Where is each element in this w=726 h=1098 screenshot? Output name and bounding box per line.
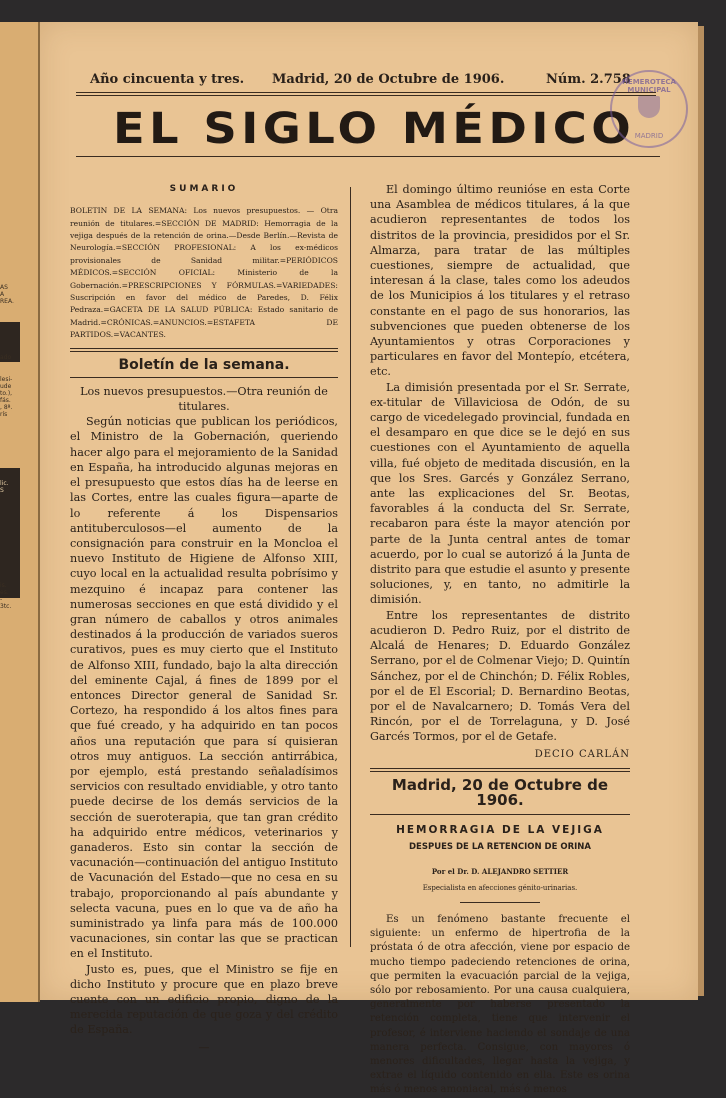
section-rule	[370, 814, 630, 815]
page-edge	[698, 26, 704, 996]
sumario-text: BOLETIN DE LA SEMANA: Los nuevos presupuestos. — Otra reunión de titulares.=SECCIÓN DE MADRID: Hemorragia de la vejiga después de la retención de orina.—Desde Berlín.—Revista de Neurología.=SECCIÓN PROFESIONAL: A los ex-médicos provisionales de Sanidad militar.=PERIÓDICOS MÉDICOS.=SECCIÓN OFICIAL: Ministerio de la Gobernación.=PRESCRIPCIONES Y FÓRMULAS.=VARIEDADES: Suscripción en favor del médico de Paredes, D. Félix Pedraza.=GACETA DE LA SALUD PÚBLICA: Estado sanitario de Madrid.=CRÓNICAS.=ANUNCIOS.=ESTAFETA DE PARTIDOS.=VACANTES.	[70, 206, 338, 340]
stamp-text: MADRID	[634, 132, 664, 140]
section-rule	[70, 348, 338, 352]
end-mark: —	[198, 1040, 210, 1054]
masthead-title: EL SIGLO MÉDICO	[112, 104, 636, 154]
author-signature: DECIO CARLÁN	[534, 748, 630, 760]
issue-number: Núm. 2.758	[546, 72, 631, 87]
adjacent-page-edge	[0, 22, 40, 1002]
newspaper-page	[40, 22, 698, 1096]
left-page-fragment: ado	[0, 354, 12, 361]
author-specialty: Especialista en afecciones génito-urinarias.	[422, 883, 578, 892]
sumario-title: SUMARIO	[169, 184, 239, 194]
madrid-heading: Madrid, 20 de Octubre de 1906.	[391, 775, 609, 809]
left-column	[70, 182, 338, 1055]
year-label: Año cincuenta y tres.	[90, 72, 245, 87]
boletin-subtitle: Los nuevos presupuestos.—Otra reunión de titulares.	[80, 384, 328, 414]
header-rule	[76, 92, 656, 93]
boletin-heading: Boletín de la semana.	[118, 356, 290, 373]
article-title: HEMORRAGIA DE LA VEJIGA	[396, 824, 604, 837]
boletin-paragraph: Justo es, pues, que el Ministro se fije en dicho Instituto y procure que en plazo breve cuente con un edificio propio, digno de la merecida reputación de que goza y del crédito de España.	[70, 962, 338, 1037]
article-paragraph: Es un fenómeno bastante frecuente el siguiente: un enfermo de hipertrofia de la próstata ó de otra afección, viene por espacio de mucho tiempo padeciendo retenciones de orina, que permiten la evacuación parcial de la vejiga, sólo por rebosamiento. Por una causa cualquiera, generalmente por haberse presentado la retención completa, tiene que intervenir el profesor, é interviene haciendo el sondaje de una manera perfecta. Consigue, con mayores ó menores dificultades, llegar hasta la vejiga, y extrae el líquido contenido en ella. Este es orina más ó menos amoniacal, más ó menos	[370, 913, 630, 1096]
stamp-text: HEMEROTECA MUNICIPAL	[622, 78, 676, 94]
header-rule	[76, 95, 656, 96]
section-rule	[70, 377, 338, 378]
masthead-rule	[76, 156, 660, 157]
library-stamp	[610, 70, 688, 148]
right-column	[370, 182, 630, 1098]
article-subtitle: DESPUES DE LA RETENCION DE ORINA	[409, 842, 591, 853]
left-page-fragment: AS A REA.	[0, 284, 14, 305]
assembly-paragraph: Entre los representantes de distrito acudieron D. Pedro Ruiz, por el distrito de Alcalá de Henares; D. Eduardo González Serrano, por el de Colmenar Viejo; D. Quintín Sánchez, por el de Chinchón; D. Félix Robles, por el de El Escorial; D. Bernardino Beotas, por el de Navalcarnero; D. Tomás Vera del Rincón, por el de Torrelaguna, y D. José Garcés Tormos, por el de Getafe.	[370, 608, 630, 744]
left-page-fragment: is. es. - 3tc.	[0, 582, 12, 610]
assembly-paragraph: La dimisión presentada por el Sr. Serrate, ex-titular de Villaviciosa de Odón, de su cargo de vicedelegado provincial, fundada en el desamparo en que dice se le dejó en sus cuestiones con el Ayuntamiento de aquella villa, fué objeto de meditada discusión, en la que los Sres. Garcés y González Serrano, ante las explicaciones del Sr. Beotas, favorables á la conducta del Sr. Serrate, recabaron para éste la mayor atención por parte de la Junta central antes de tomar acuerdo, por lo cual se autorizó á la Junta de distrito para que estudie el asunto y presente soluciones, y, en tanto, no admitirle la dimisión.	[370, 380, 630, 607]
section-rule	[370, 768, 630, 772]
assembly-paragraph: El domingo último reunióse en esta Corte una Asamblea de médicos titulares, á la que acudieron representantes de todos los distritos de la provincia, presididos por el Sr. Almarza, para tratar de las múltiples cuestiones, siempre de actualidad, que interesan á la clase, tales como los adeudos de los Municipios á los titulares y el retraso constante en el pago de sus honorarios, las subvenciones que pueden obtenerse de los Ayuntamientos y otras Corporaciones y particulares en favor del Montepío, etcétera, etc.	[370, 183, 630, 379]
article-byline: Por el Dr. D. ALEJANDRO SETTIER	[431, 866, 569, 876]
coat-of-arms-icon	[638, 96, 660, 118]
date-label: Madrid, 20 de Octubre de 1906.	[272, 72, 505, 87]
short-rule	[460, 902, 540, 903]
left-page-fragment: lesi- ude to.), fás. , 8ª. rís	[0, 376, 13, 418]
boletin-paragraph: Según noticias que publican los periódicos, el Ministro de la Gobernación, queriendo hacer algo para el mejoramiento de la Sanidad en España, ha introducido algunas mejoras en el presupuesto que estos días ha de leerse en las Cortes, entre las cuales figura—aparte de lo referente á los Dispensarios antituberculosos—el aumento de la consignación para construir en la Moncloa el nuevo Instituto de Higiene de Alfonso XIII, cuyo local en la actualidad resulta pobrísimo y mezquino é incapaz para contener las numerosas secciones en que está dividido y el gran número de caballos y otros animales destinados á la producción de variados sueros curativos, pues es muy cierto que el Instituto de Alfonso XIII, fundado, bajo la alta dirección del eminente Cajal, á fines de 1899 por el entonces Director general de Sanidad Sr. Cortezo, ha respondido á los altos fines para que fué creado, y ha adquirido en tan pocos años una reputación que para sí quisieran otros muy antiguos. La sección antirrábica, por ejemplo, está prestando señaladísimos servicios con resultado envidiable, y otro tanto puede decirse de los demás servicios de la sección de sueroterapia, que tan gran crédito ha adquirido entre médicos, veterinarios y ganaderos. Esto sin contar la sección de vacunación—continuación del antiguo Instituto de Vacunación del Estado—que no cesa en su trabajo, proporcionando al país abundante y selecta vacuna, pues en lo que va de año ha suministrado ya linfa para más de 100.000 vacunaciones, sin contar las que se practican en el Instituto.	[70, 415, 338, 961]
column-divider	[350, 187, 351, 947]
left-page-fragment: lic. S	[0, 480, 9, 494]
